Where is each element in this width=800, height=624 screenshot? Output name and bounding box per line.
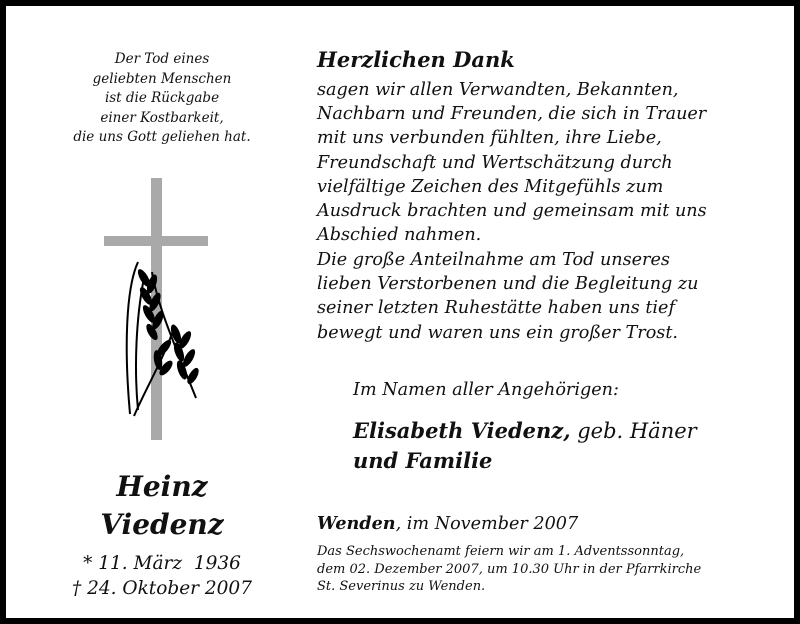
- death-date: † 24. Oktober 2007: [72, 578, 252, 599]
- poem-line: Der Tod eines: [114, 51, 210, 67]
- date: , im November 2007: [395, 514, 579, 534]
- notice-line: St. Severinus zu Wenden.: [317, 579, 486, 594]
- thanks-paragraph-2: [317, 248, 787, 345]
- place: Wenden: [317, 513, 396, 534]
- text-line: Die große Anteilnahme am Tod unseres: [317, 250, 670, 270]
- first-name: Heinz: [116, 470, 208, 503]
- signer-name-line: [353, 416, 697, 446]
- signer-name: Elisabeth Viedenz,: [353, 418, 571, 443]
- poem-line: die uns Gott geliehen hat.: [73, 129, 251, 145]
- signer-birth-name: geb. Häner: [570, 419, 697, 443]
- poem-line: geliebten Menschen: [92, 70, 232, 87]
- memorial-poem: [46, 50, 278, 148]
- text-line: lieben Verstorbenen und die Begleitung zu: [317, 274, 699, 295]
- text-line: Ausdruck brachten und gemeinsam mit uns: [317, 201, 707, 222]
- text-line: Freundschaft und Wertschätzung durch: [317, 152, 673, 173]
- text-line: Nachbarn und Freunden, die sich in Trauer: [317, 104, 707, 125]
- signer-family: und Familie: [353, 448, 493, 473]
- cross-with-wheat-icon: [86, 178, 236, 448]
- text-line: bewegt und waren uns ein großer Trost.: [317, 322, 678, 343]
- notice-line: Das Sechswochenamt feiern wir am 1. Adventssonntag,: [317, 544, 685, 559]
- text-line: sagen wir allen Verwandten, Bekannten,: [317, 80, 679, 100]
- last-name: Viedenz: [100, 508, 224, 541]
- text-line: vielfältige Zeichen des Mitgefühls zum: [317, 176, 664, 197]
- text-line: mit uns verbunden fühlten, ihre Liebe,: [317, 128, 662, 149]
- text-line: Abschied nahmen.: [317, 225, 482, 246]
- poem-line: ist die Rückgabe: [104, 90, 220, 106]
- poem-line: einer Kostbarkeit,: [100, 109, 224, 126]
- mass-notice: [317, 543, 787, 596]
- thanks-heading: Herzlichen Dank: [317, 47, 515, 72]
- life-dates: [46, 551, 278, 601]
- thanks-paragraph-1: [317, 78, 787, 247]
- notice-line: dem 02. Dezember 2007, um 10.30 Uhr in der Pfarrkirche: [317, 561, 702, 577]
- signoff-intro: Im Namen aller Angehörigen:: [353, 380, 619, 400]
- deceased-name: [46, 468, 278, 544]
- text-line: seiner letzten Ruhestätte haben uns tief: [317, 298, 675, 319]
- birth-date: * 11. März 1936: [83, 553, 241, 574]
- place-date: [317, 512, 578, 536]
